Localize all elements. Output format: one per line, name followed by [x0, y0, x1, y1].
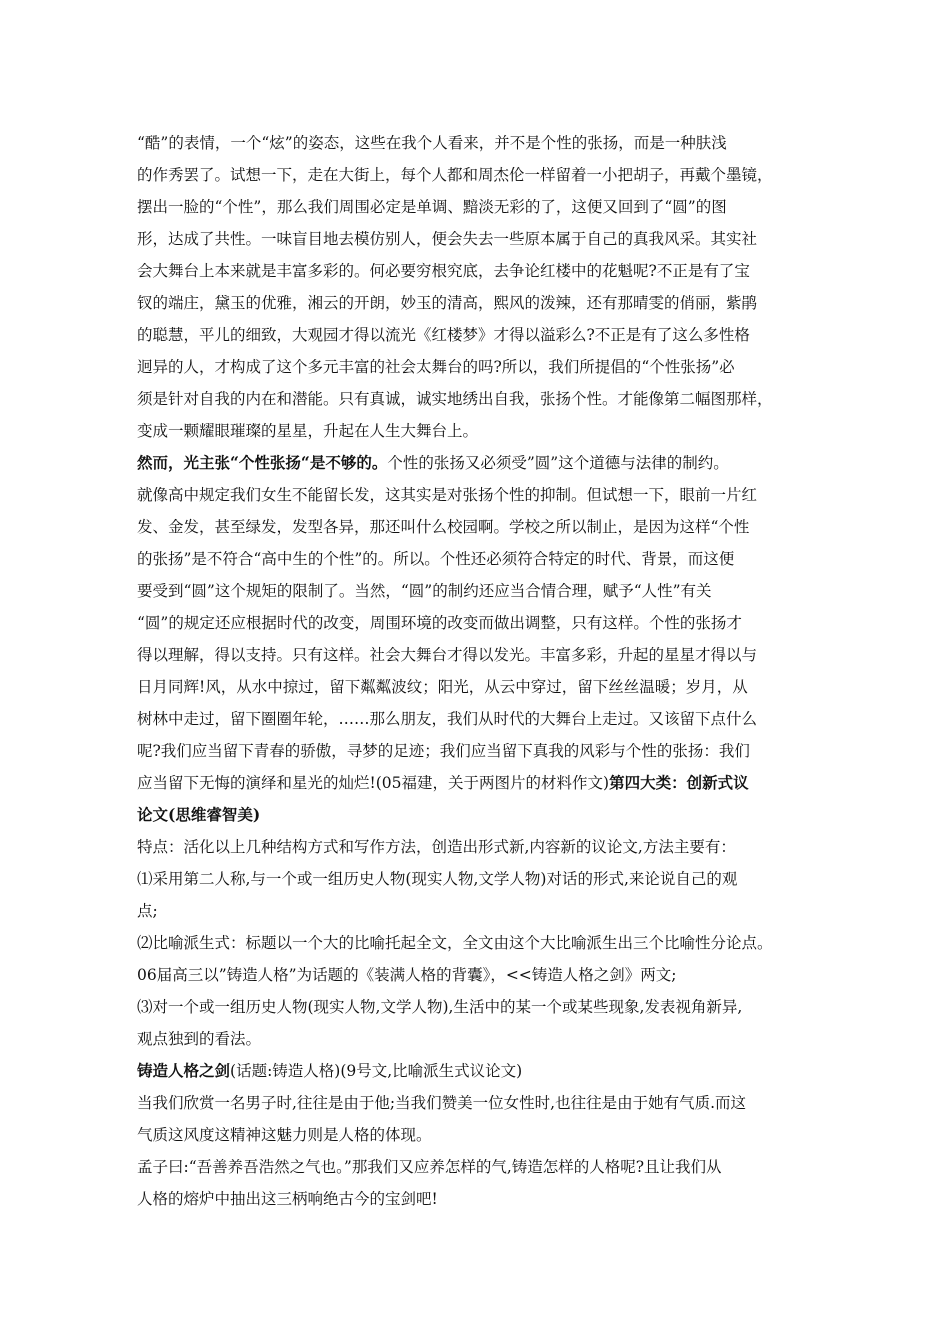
text-line: 树林中走过，留下圈圈年轮，……那么朋友，我们从时代的大舞台上走过。又该留下点什么: [137, 710, 758, 728]
document-body: [137, 127, 827, 1215]
text-line: [137, 767, 827, 799]
method-3-cont: 观点独到的看法。: [137, 1030, 262, 1048]
text-line: 当我们欣赏一名男子时,往往是由于他;当我们赞美一位女性时,也往往是由于她有气质.而这: [137, 1094, 747, 1112]
text-line: 要受到“圆”这个规矩的限制了。当然，“圆”的制约还应当合情合理，赋予“人性”有关: [137, 582, 712, 600]
text-line: 会大舞台上本来就是丰富多彩的。何必要穷根究底，去争论红楼中的花魁呢?不正是有了宝: [137, 262, 750, 280]
section-heading-cont: 论文(思维睿智美): [137, 805, 261, 824]
method-3: ⑶对一个或一组历史人物(现实人物,文学人物),生活中的某一个或某些现象,发表视角新异,: [137, 998, 743, 1016]
method-1: ⑴采用第二人称,与一个或一组历史人物(现实人物,文学人物)对话的形式,来论说自己的观: [137, 870, 738, 888]
text-line: 摆出一脸的“个性”，那么我们周围必定是单调、黯淡无彩的了，这便又回到了“圆”的图: [137, 198, 727, 216]
text-line: 气质这风度这精神这魅力则是人格的体现。: [137, 1126, 432, 1144]
text-line: 发、金发，甚至绿发，发型各异，那还叫什么校园啊。学校之所以制止，是因为这样“个性: [137, 518, 750, 536]
text-line: 的张扬”是不符合“高中生的个性”的。所以。个性还必须符合特定的时代、背景，而这便: [137, 550, 735, 568]
bold-lead: 然而，光主张“个性张扬“是不够的。: [137, 453, 388, 472]
text-line: 的作秀罢了。试想一下，走在大街上，每个人都和周杰伦一样留着一小把胡子，再戴个墨镜，: [137, 166, 773, 184]
text-span: 应当留下无悔的演绎和星光的灿烂!(05福建，关于两图片的材料作文): [137, 774, 610, 792]
essay-meta: (话题:铸造人格)(9号文,比喻派生式议论文): [230, 1062, 523, 1080]
text-line: 形，达成了共性。一味盲目地去模仿别人，便会失去一些原本属于自己的真我风采。其实社: [137, 230, 758, 248]
features-line: 特点：活化以上几种结构方式和写作方法，创造出形式新,内容新的议论文,方法主要有：: [137, 838, 736, 856]
text-line: 孟子曰:“吾善养吾浩然之气也。”那我们又应养怎样的气,铸造怎样的人格呢?且让我们从: [137, 1158, 722, 1176]
text-line: 呢?我们应当留下青春的骄傲，寻梦的足迹；我们应当留下真我的风彩与个性的张扬：我们: [137, 742, 750, 760]
text-line: 就像高中规定我们女生不能留长发，这其实是对张扬个性的抑制。但试想一下，眼前一片红: [137, 486, 758, 504]
text-line: 日月同辉!风，从水中掠过，留下粼粼波纹；阳光，从云中穿过，留下丝丝温暖；岁月，从: [137, 678, 748, 696]
text-line: 钗的端庄，黛玉的优雅，湘云的开朗，妙玉的清高，熙风的泼辣，还有那晴雯的俏丽，紫鹃: [137, 294, 758, 312]
essay-title: 铸造人格之剑: [137, 1061, 231, 1080]
text-line: “圆”的规定还应根据时代的改变，周围环境的改变而做出调整，只有这样。个性的张扬才: [137, 614, 742, 632]
text-line: 得以理解，得以支持。只有这样。社会大舞台才得以发光。丰富多彩，升起的星星才得以与: [137, 646, 758, 664]
text-line: 的聪慧，平儿的细致，大观园才得以流光《红楼梦》才得以溢彩么?不正是有了这么多性格: [137, 326, 750, 344]
section-heading: 第四大类：创新式议: [609, 773, 749, 792]
text-line: [137, 447, 827, 479]
text-line: 人格的熔炉中抽出这三柄响绝古今的宝剑吧!: [137, 1190, 438, 1208]
text-line: 迥异的人，才构成了这个多元丰富的社会太舞台的吗?所以，我们所提倡的“个性张扬”必: [137, 358, 735, 376]
text-line: “酷”的表情，一个“炫”的姿态，这些在我个人看来，并不是个性的张扬，而是一种肤浅: [137, 134, 727, 152]
method-1-cont: 点;: [137, 902, 158, 920]
text-line: 变成一颗耀眼璀璨的星星，升起在人生大舞台上。: [137, 422, 479, 440]
text-span: 个性的张扬又必须受”圆”这个道德与法律的制约。: [387, 454, 729, 472]
method-2-example: 06届高三以”铸造人格”为话题的《装满人格的背囊》，<<铸造人格之剑》两文;: [137, 966, 677, 984]
method-2: ⑵比喻派生式：标题以一个大的比喻托起全文，全文由这个大比喻派生出三个比喻性分论点。: [137, 934, 773, 952]
text-line: 须是针对自我的内在和潜能。只有真诚，诚实地绣出自我，张扬个性。才能像第二幅图那样，: [137, 390, 773, 408]
essay-heading: [137, 1055, 827, 1087]
